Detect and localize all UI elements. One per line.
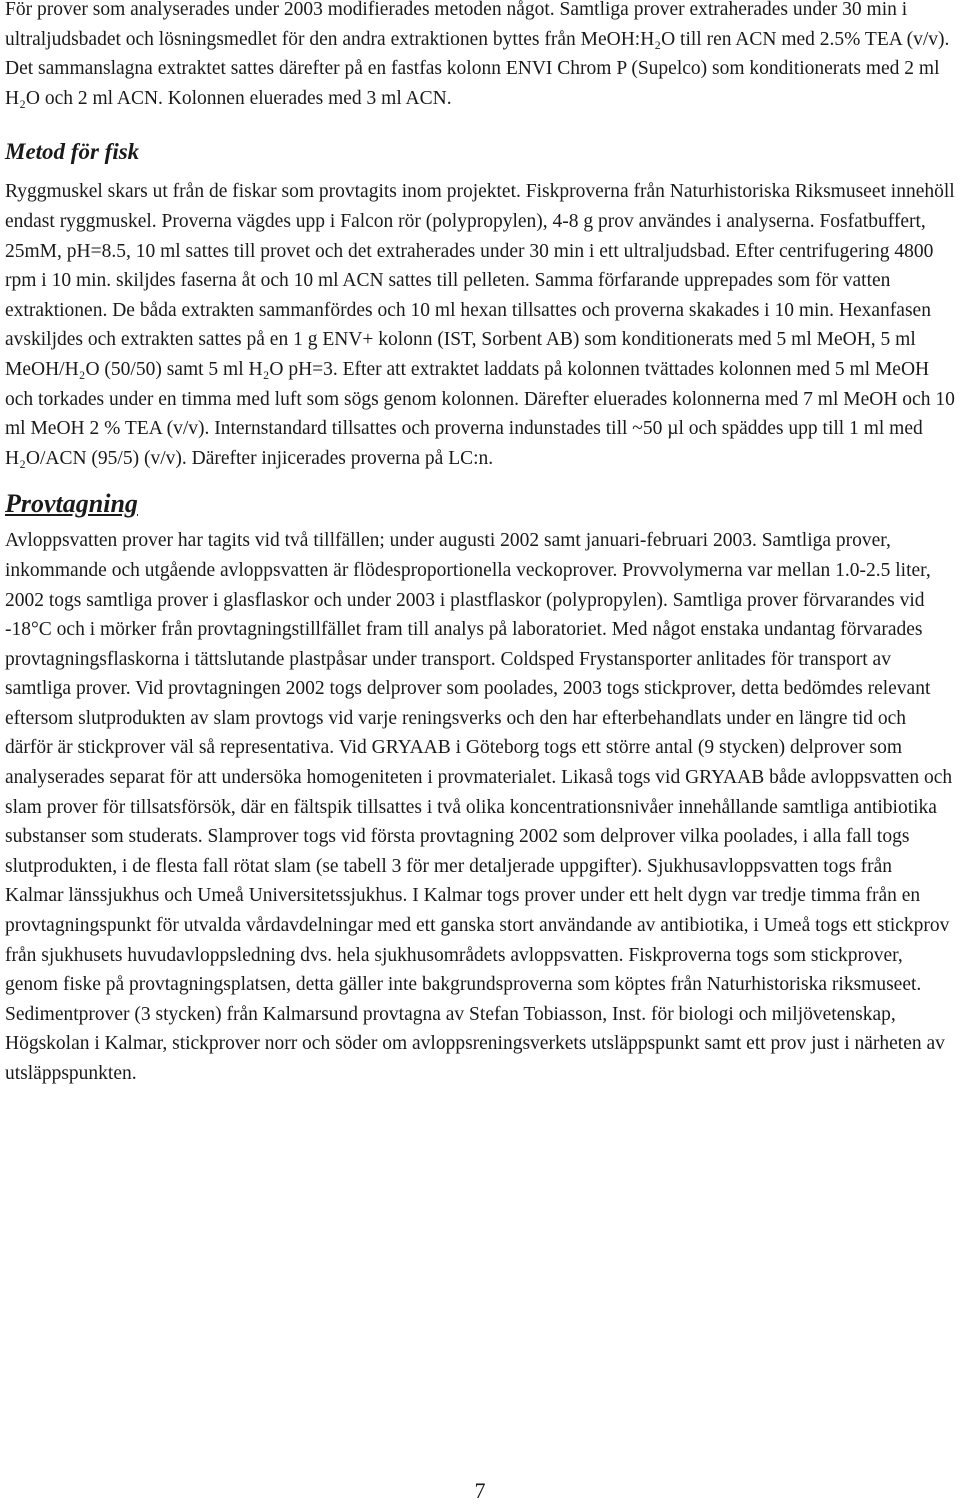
page-number: 7 (474, 1478, 486, 1503)
section-heading-provtagning: Provtagning (5, 489, 138, 519)
section-heading-metod-for-fisk: Metod för fisk (5, 139, 140, 165)
fisk-method-paragraph: Ryggmuskel skars ut från de fiskar som provtagits inom projektet. Fiskproverna från Naturhistoriska Riksmuseet innehöll endast ryggmuskel. Proverna vägdes upp i Falcon rör (polypropylen), 4-8 g prov användes i analyserna. Fosfatbuffert, 25mM, pH=8.5, 10 ml sattes till provet och det extraherades under 30 min i ett ultraljudsbad. Efter centrifugering 4800 rpm i 10 min. skiljdes faserna åt och 10 ml ACN sattes till pelleten. Samma förfarande upprepades som för vatten extraktionen. De båda extrakten sammanfördes och 10 ml hexan tillsattes och proverna skakades i 10 min. Hexanfasen avskiljdes och extrakten sattes på en 1 g ENV+ kolonn (IST, Sorbent AB) som konditionerats med 5 ml MeOH, 5 ml MeOH/H₂O (50/50) samt 5 ml H₂O pH=3. Efter att extraktet laddats på kolonnen tvättades kolonnen med 5 ml MeOH och torkades under en timma med luft som sögs genom kolonnen. Därefter eluerades kolonnerna med 7 ml MeOH och 10 ml MeOH 2 % TEA (v/v). Internstandard tillsattes och proverna indunstades till ~50 µl och späddes upp till 1 ml med H₂O/ACN (95/5) (v/v). Därefter injicerades proverna på LC:n. (5, 181, 955, 469)
provtagning-paragraph: Avloppsvatten prover har tagits vid två tillfällen; under augusti 2002 samt januari-februari 2003. Samtliga prover, inkommande och utgående avloppsvatten är flödesproportionella veckoprover. Provvolymerna var mellan 1.0-2.5 liter, 2002 togs samtliga prover i glasflaskor och under 2003 i plastflaskor (polypropylen). Samtliga prover förvarandes vid -18°C och i mörker från provtagningstillfället fram till analys på laboratoriet. Med något enstaka undantag förvarades provtagningsflaskorna i tättslutande plastpåsar under transport. Coldsped Frystansporter anlitades för transport av samtliga prover. Vid provtagningen 2002 togs delprover som poolades, 2003 togs stickprover, detta bedömdes relevant eftersom slutprodukten av slam provtogs vid varje reningsverks och den har efterbehandlats under en längre tid och därför är stickprover väl så representativa. Vid GRYAAB i Göteborg togs ett större antal (9 stycken) delprover som analyserades separat för att undersöka homogeniteten i provmaterialet. Likaså togs vid GRYAAB både avloppsvatten och slam prover för tillsatsförsök, där en fältspik tillsattes i två olika koncentrationsnivåer innehållande samtliga antibiotika substanser som studerats. Slamprover togs vid första provtagning 2002 som delprover vilka poolades, i alla fall togs slutprodukten, i de flesta fall rötat slam (se tabell 3 för mer detaljerade uppgifter). Sjukhusavloppsvatten togs från Kalmar länssjukhus och Umeå Universitetssjukhus. I Kalmar togs prover under ett helt dygn var tredje timma från en provtagningspunkt för utvalda vårdavdelningar med ett ganska stort användande av antibiotika, i Umeå togs ett stickprov från sjukhusets huvudavloppsledning dvs. hela sjukhusområdets avloppsvatten. Fiskproverna togs som stickprover, genom fiske på provtagningsplatsen, detta gäller inte bakgrundsproverna som köptes från Naturhistoriska riksmuseet. Sedimentprover (3 stycken) från Kalmarsund provtagna av Stefan Tobiasson, Inst. för biologi och miljövetenskap, Högskolan i Kalmar, stickprover norr och söder om avloppsreningsverkets utsläppspunkt samt ett prov just i närheten av utsläppspunkten. (5, 530, 953, 1084)
intro-paragraph: För prover som analyserades under 2003 modifierades metoden något. Samtliga prover extraherades under 30 min i ultraljudsbadet och lösningsmedlet för den andra extraktionen byttes från MeOH:H₂O till ren ACN med 2.5% TEA (v/v). Det sammanslagna extraktet sattes därefter på en fastfas kolonn ENVI Chrom P (Supelco) som konditionerats med 2 ml H₂O och 2 ml ACN. Kolonnen eluerades med 3 ml ACN. (5, 0, 950, 109)
document-page (5, 0, 955, 1089)
